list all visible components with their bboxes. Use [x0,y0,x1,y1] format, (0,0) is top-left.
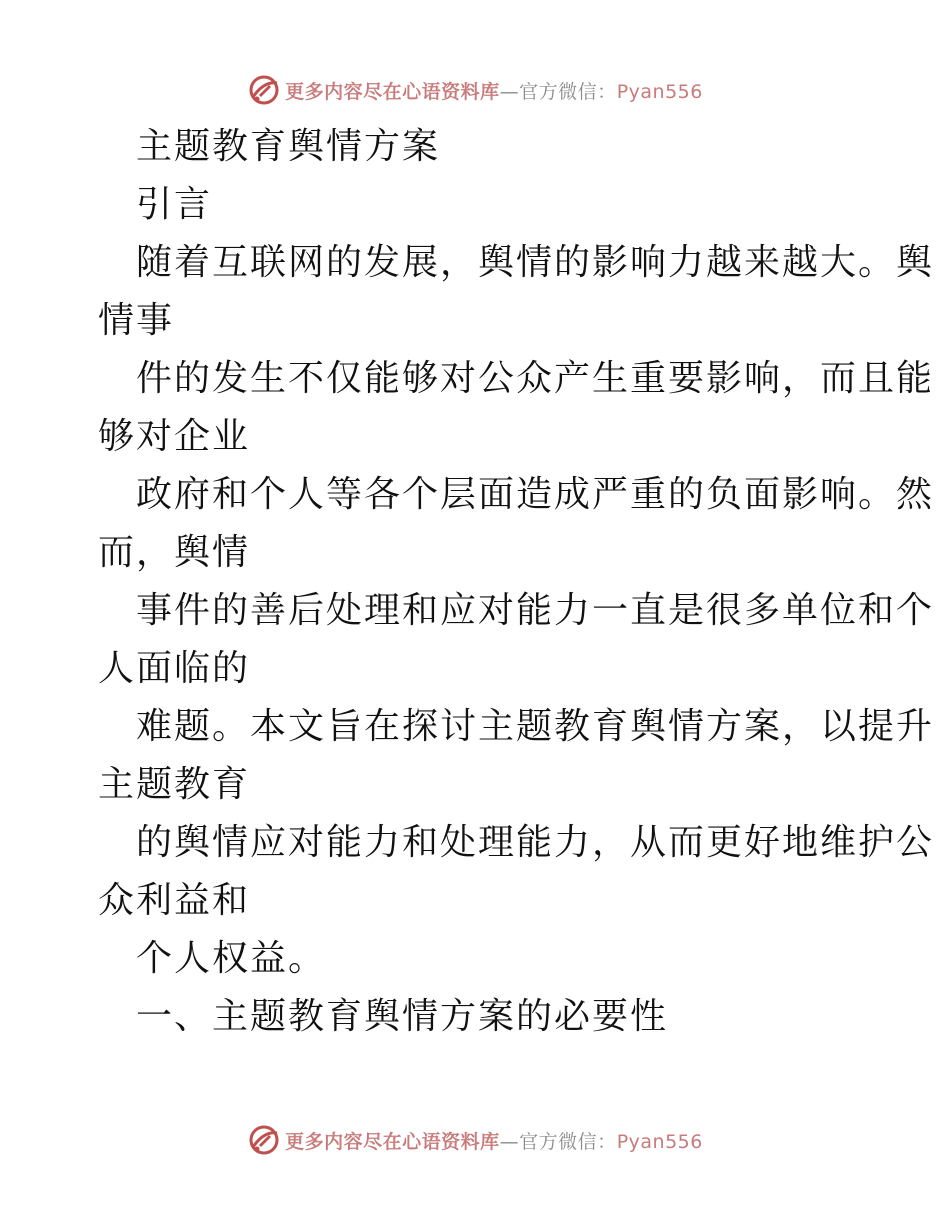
wechat-label: 官方微信： [519,1130,617,1153]
paragraph-line: 件的发生不仅能够对公众产生重要影响，而且能 [136,358,935,399]
wechat-label: 官方微信： [519,80,617,103]
header-watermark [0,70,950,110]
document-body [98,118,935,1046]
brand-name: 更多内容尽在心语资料库 [285,80,500,103]
paragraph-line: 的舆情应对能力和处理能力，从而更好地维护公 [136,822,935,863]
section-heading-intro: 引言 [136,184,213,225]
section-heading-1: 一、主题教育舆情方案的必要性 [136,996,669,1037]
brand-logo-icon [247,73,281,107]
paragraph-line: 众利益和 [98,880,251,921]
paragraph-line: 主题教育 [98,764,251,805]
paragraph-line: 情事 [98,300,175,341]
paragraph-line: 个人权益。 [136,938,327,979]
paragraph-line: 事件的善后处理和应对能力一直是很多单位和个 [136,590,935,631]
paragraph-line: 够对企业 [98,416,251,457]
brand-name: 更多内容尽在心语资料库 [285,1130,500,1153]
watermark-text [285,1127,703,1154]
brand-separator: — [499,1130,520,1153]
wechat-id: Pyan556 [616,80,703,103]
brand-logo-icon [247,1123,281,1157]
wechat-id: Pyan556 [616,1130,703,1153]
watermark-text [285,77,703,104]
paragraph-line: 政府和个人等各个层面造成严重的负面影响。然 [136,474,935,515]
footer-watermark [0,1120,950,1160]
paragraph-line: 人面临的 [98,648,251,689]
brand-separator: — [499,80,520,103]
paragraph-line: 随着互联网的发展，舆情的影响力越来越大。舆 [136,242,935,283]
paragraph-line: 难题。本文旨在探讨主题教育舆情方案，以提升 [136,706,935,747]
document-title: 主题教育舆情方案 [136,126,441,167]
paragraph-line: 而，舆情 [98,532,251,573]
